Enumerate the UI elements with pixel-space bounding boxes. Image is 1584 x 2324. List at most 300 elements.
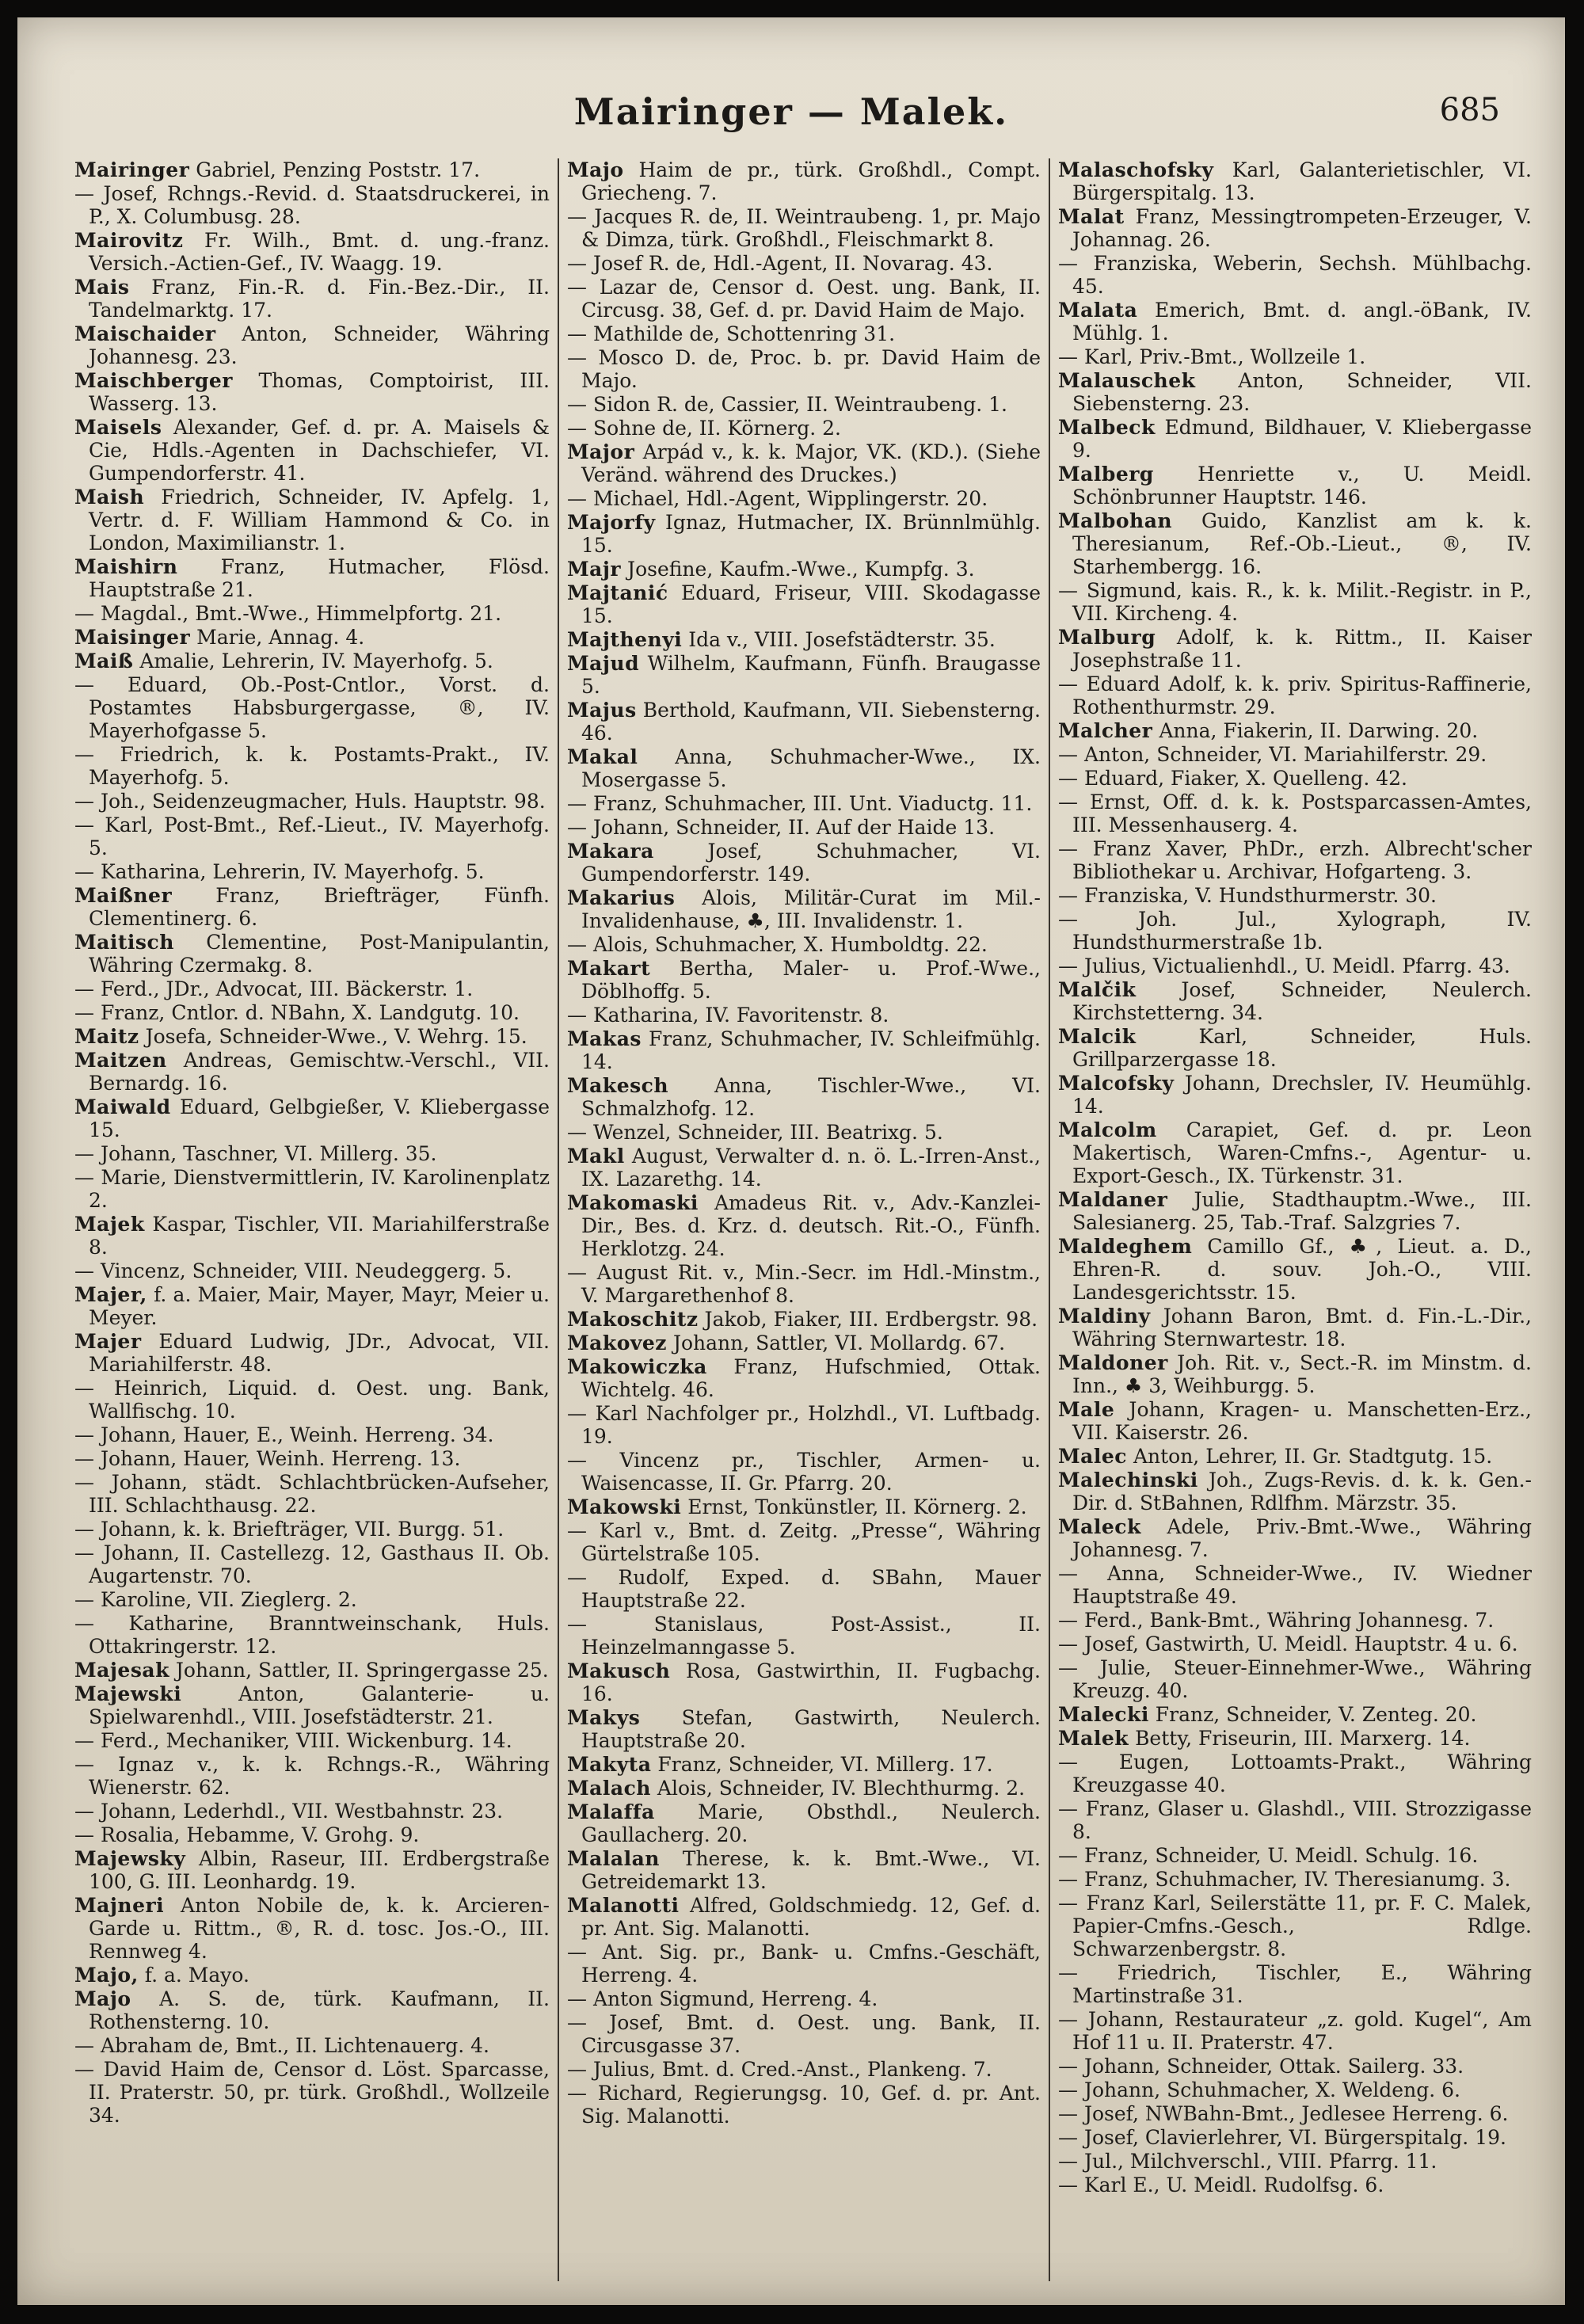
directory-entry xyxy=(567,652,1041,698)
column-3 xyxy=(1049,158,1540,2281)
entry-details: Franz, Schneider, V. Zenteg. 20. xyxy=(1155,1703,1477,1726)
directory-entry xyxy=(1058,1656,1532,1702)
page-header xyxy=(17,90,1565,146)
directory-entry xyxy=(1058,1703,1532,1726)
entry-details: Fr. Wilh., Bmt. d. ung.-franz. Versich.-Actien-Gef., IV. Waagg. 19. xyxy=(89,229,550,275)
page-number: 685 xyxy=(1439,92,1500,128)
entry-details: Eduard, Gelbgießer, V. Kliebergasse 15. xyxy=(89,1095,550,1141)
entry-details: Anton, Galanterie- u. Spielwarenhdl., VIII. Josefstädterstr. 21. xyxy=(89,1682,550,1728)
entry-details: — Ferd., Mechaniker, VIII. Wickenburg. 14. xyxy=(74,1729,512,1752)
entry-surname: Maldeghem xyxy=(1058,1235,1193,1258)
entry-surname: Maldiny xyxy=(1058,1305,1151,1328)
entry-details: — Stanislaus, Post-Assist., II. Heinzelmanngasse 5. xyxy=(567,1613,1041,1659)
entry-surname: Malalan xyxy=(567,1847,660,1870)
directory-entry xyxy=(1058,1235,1532,1304)
directory-entry xyxy=(567,511,1041,557)
directory-entry xyxy=(74,1213,550,1259)
directory-entry xyxy=(1058,2102,1532,2125)
entry-details: — Sigmund, kais. R., k. k. Milit.-Registr. in P., VII. Kircheng. 4. xyxy=(1058,579,1532,625)
entry-details: — Franz, Cntlor. d. NBahn, X. Landgutg. 10. xyxy=(74,1001,520,1024)
entry-details: August, Verwalter d. n. ö. L.-Irren-Anst., IX. Lazarethg. 14. xyxy=(581,1145,1041,1191)
entry-surname: Malauschek xyxy=(1058,369,1196,392)
entry-details: — Wenzel, Schneider, III. Beatrixg. 5. xyxy=(567,1121,943,1144)
entry-surname: Maleck xyxy=(1058,1515,1141,1538)
directory-entry xyxy=(74,1259,550,1282)
entry-details: Adele, Priv.-Bmt.-Wwe., Währing Johannesg. 7. xyxy=(1072,1515,1532,1561)
entry-details: Kaspar, Tischler, VII. Mariahilferstraße 8. xyxy=(89,1213,550,1259)
entry-details: — Johann, Lederhdl., VII. Westbahnstr. 23. xyxy=(74,1800,504,1823)
entry-details: Joh., Zugs-Revis. d. k. k. Gen.-Dir. d. StBahnen, Rdlfhm. Märzstr. 35. xyxy=(1072,1469,1532,1514)
entry-details: — Katharina, IV. Favoritenstr. 8. xyxy=(567,1004,889,1027)
directory-entry xyxy=(74,182,550,228)
directory-entry xyxy=(74,602,550,625)
directory-entry xyxy=(567,1706,1041,1752)
directory-entry xyxy=(1058,1727,1532,1750)
entry-details: — Jacques R. de, II. Weintraubeng. 1, pr. Majo & Dimza, türk. Großhdl., Fleischmarkt 8. xyxy=(567,205,1041,251)
entry-details: Edmund, Bildhauer, V. Kliebergasse 9. xyxy=(1072,416,1533,462)
entry-surname: Makowiczka xyxy=(567,1355,707,1378)
directory-entry xyxy=(74,1800,550,1823)
directory-entry xyxy=(567,1613,1041,1659)
directory-entry xyxy=(567,276,1041,322)
entry-details: — Franz, Schuhmacher, IV. Theresianumg. 3. xyxy=(1058,1868,1511,1891)
directory-entry xyxy=(567,2058,1041,2081)
entry-details: — Franziska, Weberin, Sechsh. Mühlbachg. 45. xyxy=(1058,252,1532,298)
directory-entry xyxy=(1058,1305,1532,1351)
entry-details: Therese, k. k. Bmt.-Wwe., VI. Getreidemarkt 13. xyxy=(581,1847,1041,1893)
entry-details: Henriette v., U. Meidl. Schönbrunner Hauptstr. 146. xyxy=(1072,463,1532,509)
entry-details: — Anton, Schneider, VI. Mariahilferstr. 29. xyxy=(1058,743,1487,766)
directory-entry xyxy=(74,860,550,883)
directory-entry xyxy=(1058,743,1532,766)
directory-entry xyxy=(74,1025,550,1048)
directory-entry xyxy=(1058,2174,1532,2196)
directory-entry xyxy=(567,1308,1041,1331)
directory-entry xyxy=(567,1121,1041,1144)
directory-entry xyxy=(1058,626,1532,672)
entry-details: — Karl v., Bmt. d. Zeitg. „Presse“, Währing Gürtelstraße 105. xyxy=(567,1519,1041,1565)
directory-entry xyxy=(567,1753,1041,1776)
directory-entry xyxy=(567,1941,1041,1987)
entry-details: — Jul., Milchverschl., VIII. Pfarrg. 11. xyxy=(1058,2150,1437,2173)
directory-entry xyxy=(567,1894,1041,1940)
directory-entry xyxy=(74,1377,550,1423)
directory-entry xyxy=(567,1987,1041,2010)
entry-details: Franz, Messingtrompeten-Erzeuger, V. Johannag. 26. xyxy=(1072,205,1532,251)
entry-details: Franz, Hutmacher, Flösd. Hauptstraße 21. xyxy=(89,555,550,601)
directory-entry xyxy=(74,650,550,672)
directory-entry xyxy=(1058,791,1532,836)
entry-details: — Ant. Sig. pr., Bank- u. Cmfns.-Geschäft, Herreng. 4. xyxy=(567,1941,1041,1987)
directory-entry xyxy=(567,1495,1041,1518)
directory-entry xyxy=(74,2058,550,2127)
directory-entry xyxy=(1058,837,1532,883)
entry-details: Julie, Stadthauptm.-Wwe., III. Salesianerg. 25, Tab.-Traf. Salzgries 7. xyxy=(1072,1188,1532,1234)
entry-surname: Majewski xyxy=(74,1682,182,1705)
entry-surname: Makara xyxy=(567,840,654,863)
directory-entry xyxy=(1058,954,1532,977)
entry-details: Anna, Schuhmacher-Wwe., IX. Mosergasse 5. xyxy=(581,745,1041,791)
entry-surname: Maiwald xyxy=(74,1095,171,1118)
directory-entry xyxy=(567,1145,1041,1191)
directory-entry xyxy=(74,1423,550,1446)
directory-entry xyxy=(1058,884,1532,907)
entry-surname: Malaffa xyxy=(567,1800,655,1823)
entry-details: — Richard, Regierungsg. 10, Gef. d. pr. Ant. Sig. Malanotti. xyxy=(567,2082,1041,2128)
entry-details: — Johann, k. k. Briefträger, VII. Burgg. 51. xyxy=(74,1518,505,1541)
directory-entry xyxy=(567,205,1041,251)
entry-details: — Karl, Post-Bmt., Ref.-Lieut., IV. Mayerhofg. 5. xyxy=(74,813,550,859)
directory-entry xyxy=(74,2034,550,2057)
entry-details: Franz, Briefträger, Fünfh. Clementinerg. 6. xyxy=(89,884,550,930)
entry-details: Ignaz, Hutmacher, IX. Brünnlmühlg. 15. xyxy=(581,511,1041,557)
entry-surname: Makarius xyxy=(567,886,676,909)
entry-details: — Marie, Dienstvermittlerin, IV. Karolinenplatz 2. xyxy=(74,1166,550,1212)
entry-details: — Franz Xaver, PhDr., erzh. Albrecht'scher Bibliothekar u. Archivar, Hofgarteng. 3. xyxy=(1058,837,1532,883)
entry-details: — Mosco D. de, Proc. b. pr. David Haim de Majo. xyxy=(567,346,1041,392)
column-1 xyxy=(67,158,558,2281)
entry-details: — Alois, Schuhmacher, X. Humboldtg. 22. xyxy=(567,933,988,956)
entry-details: Alfred, Goldschmiedg. 12, Gef. d. pr. Ant. Sig. Malanotti. xyxy=(581,1894,1041,1940)
entry-surname: Makal xyxy=(567,745,638,768)
directory-entry xyxy=(567,322,1041,345)
entry-surname: Malcofsky xyxy=(1058,1072,1175,1095)
directory-entry xyxy=(1058,579,1532,625)
directory-entry xyxy=(74,1330,550,1376)
directory-entry xyxy=(567,440,1041,486)
entry-surname: Maisinger xyxy=(74,626,191,649)
directory-entry xyxy=(567,158,1041,204)
entry-details: — August Rit. v., Min.-Secr. im Hdl.-Minstm., V. Margarethenhof 8. xyxy=(567,1261,1041,1307)
directory-entry xyxy=(74,1659,550,1682)
entry-surname: Malburg xyxy=(1058,626,1156,649)
directory-entry xyxy=(1058,1751,1532,1796)
entry-details: A. S. de, türk. Kaufmann, II. Rothensterng. 10. xyxy=(89,1987,550,2033)
directory-entry xyxy=(1058,1398,1532,1444)
entry-surname: Maish xyxy=(74,486,145,509)
directory-entry xyxy=(1058,509,1532,578)
directory-entry xyxy=(74,369,550,415)
directory-entry xyxy=(74,790,550,813)
entry-details: f. a. Mayo. xyxy=(144,1964,249,1987)
directory-entry xyxy=(567,886,1041,932)
entry-surname: Malek xyxy=(1058,1727,1129,1750)
entry-details: Eduard Ludwig, JDr., Advocat, VII. Mariahilferstr. 48. xyxy=(89,1330,550,1376)
directory-entry xyxy=(1058,1609,1532,1632)
entry-details: Albin, Raseur, III. Erdbergstraße 100, G. III. Leonhardg. 19. xyxy=(89,1847,550,1893)
entry-details: Marie, Annag. 4. xyxy=(196,626,365,649)
directory-entry xyxy=(74,1612,550,1658)
entry-details: — Johann, Schneider, Ottak. Sailerg. 33. xyxy=(1058,2055,1464,2078)
entry-details: — Vincenz, Schneider, VIII. Neudeggerg. 5. xyxy=(74,1259,512,1282)
entry-details: Berthold, Kaufmann, VII. Siebensterng. 46. xyxy=(581,699,1041,745)
entry-surname: Makys xyxy=(567,1706,641,1729)
directory-entry xyxy=(1058,345,1532,368)
entry-details: Franz, Hufschmied, Ottak. Wichtelg. 46. xyxy=(581,1355,1041,1401)
directory-entry xyxy=(1058,978,1532,1024)
entry-surname: Malat xyxy=(1058,205,1125,228)
entry-details: f. a. Maier, Mair, Mayer, Mayr, Meier u. Meyer. xyxy=(89,1283,550,1329)
directory-entry xyxy=(74,743,550,789)
entry-details: Franz, Fin.-R. d. Fin.-Bez.-Dir., II. Tandelmarktg. 17. xyxy=(89,276,550,322)
entry-details: Jakob, Fiaker, III. Erdbergstr. 98. xyxy=(704,1308,1038,1331)
entry-details: Clementine, Post-Manipulantin, Währing Czermakg. 8. xyxy=(89,931,550,977)
entry-surname: Maiß xyxy=(74,650,134,672)
directory-entry xyxy=(1058,2126,1532,2149)
entry-surname: Malcolm xyxy=(1058,1118,1157,1141)
entry-details: — Karl E., U. Meidl. Rudolfsg. 6. xyxy=(1058,2174,1384,2196)
directory-entry xyxy=(74,977,550,1000)
entry-details: — Julius, Victualienhdl., U. Meidl. Pfarrg. 43. xyxy=(1058,954,1510,977)
directory-entry xyxy=(74,158,550,181)
directory-entry xyxy=(567,1519,1041,1565)
entry-details: Johann, Sattler, VI. Mollardg. 67. xyxy=(672,1332,1006,1354)
directory-entry xyxy=(1058,463,1532,509)
entry-details: Karl, Galanterietischler, VI. Bürgerspitalg. 13. xyxy=(1072,158,1532,204)
directory-entry xyxy=(567,1027,1041,1073)
directory-entry xyxy=(74,416,550,485)
entry-details: — Josef, Bmt. d. Oest. ung. Bank, II. Circusgasse 37. xyxy=(567,2011,1041,2057)
directory-entry xyxy=(74,229,550,275)
entry-details: Marie, Obsthdl., Neulerch. Gaullacherg. 20. xyxy=(581,1800,1041,1846)
entry-details: Josef, Schneider, Neulerch. Kirchstetterng. 34. xyxy=(1072,978,1532,1024)
entry-surname: Maischberger xyxy=(74,369,233,392)
entry-details: — Sohne de, II. Körnerg. 2. xyxy=(567,417,842,440)
entry-details: Betty, Friseurin, III. Marxerg. 14. xyxy=(1135,1727,1471,1750)
directory-entry xyxy=(74,486,550,554)
directory-page xyxy=(17,17,1565,2305)
entry-details: Johann Baron, Bmt. d. Fin.-L.-Dir., Währing Sternwartestr. 18. xyxy=(1072,1305,1532,1351)
directory-entry xyxy=(74,1753,550,1799)
entry-details: Friedrich, Schneider, IV. Apfelg. 1, Vertr. d. F. William Hammond & Co. in London, Maximilianstr. 1. xyxy=(89,486,550,554)
directory-entry xyxy=(567,393,1041,416)
entry-details: Eduard, Friseur, VIII. Skodagasse 15. xyxy=(581,581,1041,627)
entry-surname: Malaschofsky xyxy=(1058,158,1214,181)
directory-entry xyxy=(567,1659,1041,1705)
directory-entry xyxy=(567,1449,1041,1495)
directory-entry xyxy=(567,1332,1041,1354)
directory-entry xyxy=(567,2082,1041,2128)
entry-details: Guido, Kanzlist am k. k. Theresianum, Ref.-Ob.-Lieut., ®, IV. Starhembergg. 16. xyxy=(1072,509,1532,578)
directory-entry xyxy=(567,957,1041,1003)
entry-details: — Eduard, Fiaker, X. Quelleng. 42. xyxy=(1058,767,1407,790)
directory-entry xyxy=(567,2011,1041,2057)
entry-surname: Makoschitz xyxy=(567,1308,699,1331)
directory-entry xyxy=(1058,1351,1532,1397)
entry-details: — Johann, Taschner, VI. Millerg. 35. xyxy=(74,1142,437,1165)
entry-details: Anton, Schneider, Währing Johannesg. 23. xyxy=(89,322,550,368)
directory-entry xyxy=(74,276,550,322)
entry-details: — Rosalia, Hebamme, V. Grohg. 9. xyxy=(74,1823,420,1846)
entry-surname: Makl xyxy=(567,1145,625,1168)
entry-details: — Josef, Gastwirth, U. Meidl. Hauptstr. 4 u. 6. xyxy=(1058,1633,1518,1655)
entry-details: — Karl, Priv.-Bmt., Wollzeile 1. xyxy=(1058,345,1366,368)
entry-details: Thomas, Comptoirist, III. Wasserg. 13. xyxy=(89,369,550,415)
entry-details: Johann, Kragen- u. Manschetten-Erz., VII. Kaiserstr. 26. xyxy=(1072,1398,1532,1444)
entry-details: — David Haim de, Censor d. Löst. Sparcasse, II. Praterstr. 50, pr. türk. Großhdl., Wollzeile 34. xyxy=(74,2058,550,2127)
entry-details: — Ignaz v., k. k. Rchngs.-R., Währing Wienerstr. 62. xyxy=(74,1753,550,1799)
directory-entry xyxy=(1058,2055,1532,2078)
entry-surname: Malbeck xyxy=(1058,416,1156,439)
entry-details: — Anna, Schneider-Wwe., IV. Wiedner Hauptstraße 49. xyxy=(1058,1562,1532,1608)
entry-details: Andreas, Gemischtw.-Verschl., VII. Bernardg. 16. xyxy=(89,1049,550,1095)
entry-surname: Majthenyi xyxy=(567,628,683,651)
entry-surname: Maisels xyxy=(74,416,162,439)
directory-entry xyxy=(74,1471,550,1517)
entry-details: Ida v., VIII. Josefstädterstr. 35. xyxy=(688,628,996,651)
directory-entry xyxy=(567,581,1041,627)
directory-entry xyxy=(567,1402,1041,1448)
entry-surname: Makyta xyxy=(567,1753,652,1776)
entry-surname: Malberg xyxy=(1058,463,1154,486)
entry-surname: Malata xyxy=(1058,299,1138,322)
entry-surname: Maischaider xyxy=(74,322,216,345)
entry-details: Wilhelm, Kaufmann, Fünfh. Braugasse 5. xyxy=(581,652,1041,698)
entry-details: — Josef, Clavierlehrer, VI. Bürgerspitalg. 19. xyxy=(1058,2126,1506,2149)
entry-details: Rosa, Gastwirthin, II. Fugbachg. 16. xyxy=(581,1659,1041,1705)
directory-entry xyxy=(74,1987,550,2033)
entry-surname: Maitz xyxy=(74,1025,139,1048)
entry-details: Ernst, Tonkünstler, II. Körnerg. 2. xyxy=(687,1495,1027,1518)
entry-details: — Johann, Schuhmacher, X. Weldeng. 6. xyxy=(1058,2078,1460,2101)
directory-entry xyxy=(74,813,550,859)
entry-details: — Karl Nachfolger pr., Holzhdl., VI. Luftbadg. 19. xyxy=(567,1402,1041,1448)
directory-entry xyxy=(1058,1025,1532,1071)
entry-surname: Makart xyxy=(567,957,651,980)
entry-details: — Rudolf, Exped. d. SBahn, Mauer Hauptstraße 22. xyxy=(567,1566,1041,1612)
entry-details: Alois, Militär-Curat im Mil.-Invalidenhause, ♣, III. Invalidenstr. 1. xyxy=(581,886,1041,932)
directory-entry xyxy=(567,558,1041,581)
entry-surname: Makowski xyxy=(567,1495,682,1518)
directory-entry xyxy=(74,1001,550,1024)
entry-details: Arpád v., k. k. Major, VK. (KD.). (Siehe Veränd. während des Druckes.) xyxy=(581,440,1041,486)
entry-details: — Michael, Hdl.-Agent, Wipplingerstr. 20. xyxy=(567,487,988,510)
entry-details: — Joh., Seidenzeugmacher, Huls. Hauptstr. 98. xyxy=(74,790,546,813)
directory-entry xyxy=(74,1095,550,1141)
entry-details: Josefa, Schneider-Wwe., V. Wehrg. 15. xyxy=(145,1025,527,1048)
directory-entry xyxy=(567,628,1041,651)
entry-surname: Maißner xyxy=(74,884,173,907)
entry-details: — Ernst, Off. d. k. k. Postsparcassen-Amtes, III. Messenhauserg. 4. xyxy=(1058,791,1532,836)
entry-details: Johann, Sattler, II. Springergasse 25. xyxy=(175,1659,549,1682)
entry-details: Adolf, k. k. Rittm., II. Kaiser Josephstraße 11. xyxy=(1072,626,1532,672)
entry-details: Josefine, Kaufm.-Wwe., Kumpfg. 3. xyxy=(627,558,975,581)
entry-details: Bertha, Maler- u. Prof.-Wwe., Döblhoffg. 5. xyxy=(581,957,1041,1003)
directory-entry xyxy=(1058,1633,1532,1655)
entry-surname: Malanotti xyxy=(567,1894,680,1917)
entry-surname: Majo xyxy=(74,1987,131,2010)
entry-details: — Josef R. de, Hdl.-Agent, II. Novarag. 43. xyxy=(567,252,993,275)
entry-details: Amalie, Lehrerin, IV. Mayerhofg. 5. xyxy=(139,650,493,672)
directory-entry xyxy=(567,346,1041,392)
entry-details: Alexander, Gef. d. pr. A. Maisels & Cie, Hdls.-Agenten in Dachschiefer, VI. Gumpendorferstr. 41. xyxy=(89,416,550,485)
entry-details: — Johann, Restaurateur „z. gold. Kugel“, Am Hof 11 u. II. Praterstr. 47. xyxy=(1058,2008,1532,2054)
directory-columns xyxy=(67,158,1540,2281)
directory-entry xyxy=(74,1283,550,1329)
entry-surname: Majer, xyxy=(74,1283,147,1306)
entry-details: Haim de pr., türk. Großhdl., Compt. Griecheng. 7. xyxy=(581,158,1041,204)
entry-details: — Julius, Bmt. d. Cred.-Anst., Plankeng. 7. xyxy=(567,2058,992,2081)
directory-entry xyxy=(567,816,1041,839)
entry-details: Amadeus Rit. v., Adv.-Kanzlei-Dir., Bes. d. Krz. d. deutsch. Rit.-O., Fünfh. Herklotzg. 24. xyxy=(581,1191,1041,1260)
directory-entry xyxy=(1058,2150,1532,2173)
entry-surname: Malec xyxy=(1058,1445,1127,1468)
entry-surname: Male xyxy=(1058,1398,1115,1421)
entry-details: Johann, Drechsler, IV. Heumühlg. 14. xyxy=(1072,1072,1532,1118)
directory-entry xyxy=(1058,252,1532,298)
directory-entry xyxy=(567,699,1041,745)
entry-surname: Maitzen xyxy=(74,1049,167,1072)
entry-details: — Franz, Schuhmacher, III. Unt. Viaductg. 11. xyxy=(567,792,1033,815)
directory-entry xyxy=(1058,1118,1532,1187)
entry-details: — Mathilde de, Schottenring 31. xyxy=(567,322,896,345)
entry-surname: Majo, xyxy=(74,1964,139,1987)
entry-details: — Karoline, VII. Zieglerg. 2. xyxy=(74,1588,357,1611)
directory-entry xyxy=(1058,1844,1532,1867)
entry-surname: Majorfy xyxy=(567,511,656,534)
entry-surname: Majo xyxy=(567,158,624,181)
entry-details: — Eduard Adolf, k. k. priv. Spiritus-Raffinerie, Rothenthurmstr. 29. xyxy=(1058,672,1532,718)
entry-surname: Makesch xyxy=(567,1074,669,1097)
directory-entry xyxy=(74,1518,550,1541)
directory-entry xyxy=(74,1847,550,1893)
directory-entry xyxy=(1058,369,1532,415)
entry-details: — Josef, Rchngs.-Revid. d. Staatsdruckerei, in P., X. Columbusg. 28. xyxy=(74,182,550,228)
entry-details: — Johann, II. Castellezg. 12, Gasthaus II. Ob. Augartenstr. 70. xyxy=(74,1541,550,1587)
entry-details: — Johann, Hauer, E., Weinh. Herreng. 34. xyxy=(74,1423,494,1446)
directory-entry xyxy=(1058,1515,1532,1561)
directory-entry xyxy=(74,1823,550,1846)
entry-details: Anton, Lehrer, II. Gr. Stadtgutg. 15. xyxy=(1133,1445,1493,1468)
entry-surname: Majer xyxy=(74,1330,142,1353)
directory-entry xyxy=(567,1004,1041,1027)
entry-surname: Makovez xyxy=(567,1332,667,1354)
directory-entry xyxy=(567,1777,1041,1800)
directory-entry xyxy=(1058,1188,1532,1234)
entry-details: Anton Nobile de, k. k. Arcieren-Garde u. Rittm., ®, R. d. tosc. Jos.-O., III. Rennweg 4. xyxy=(89,1894,550,1963)
entry-surname: Mairinger xyxy=(74,158,190,181)
directory-entry xyxy=(567,1800,1041,1846)
entry-surname: Majr xyxy=(567,558,622,581)
directory-entry xyxy=(567,792,1041,815)
directory-entry xyxy=(74,1541,550,1587)
entry-details: — Magdal., Bmt.-Wwe., Himmelpfortg. 21. xyxy=(74,602,502,625)
directory-entry xyxy=(567,1566,1041,1612)
entry-details: Joh. Rit. v., Sect.-R. im Minstm. d. Inn., ♣ 3, Weihburgg. 5. xyxy=(1072,1351,1532,1397)
directory-entry xyxy=(567,417,1041,440)
directory-entry xyxy=(1058,1797,1532,1843)
page-title: Mairinger — Malek. xyxy=(573,90,1009,133)
directory-entry xyxy=(1058,908,1532,954)
entry-details: Gabriel, Penzing Poststr. 17. xyxy=(196,158,481,181)
entry-surname: Malecki xyxy=(1058,1703,1149,1726)
entry-details: Josef, Schuhmacher, VI. Gumpendorferstr. 149. xyxy=(581,840,1041,886)
entry-details: Franz, Schuhmacher, IV. Schleifmühlg. 14. xyxy=(581,1027,1041,1073)
entry-surname: Malcik xyxy=(1058,1025,1137,1048)
entry-details: — Eduard, Ob.-Post-Cntlor., Vorst. d. Postamtes Habsburgergasse, ®, IV. Mayerhofgasse 5. xyxy=(74,673,550,742)
entry-surname: Maitisch xyxy=(74,931,174,954)
entry-surname: Mais xyxy=(74,276,130,299)
entry-surname: Majek xyxy=(74,1213,145,1236)
directory-entry xyxy=(1058,2078,1532,2101)
entry-details: Carapiet, Gef. d. pr. Leon Makertisch, Waren-Cmfns.-, Agentur- u. Export-Gesch., IX. Türkenstr. 31. xyxy=(1072,1118,1532,1187)
directory-entry xyxy=(567,487,1041,510)
entry-details: — Lazar de, Censor d. Oest. ung. Bank, II. Circusg. 38, Gef. d. pr. David Haim de Majo. xyxy=(567,276,1041,322)
directory-entry xyxy=(74,1166,550,1212)
directory-entry xyxy=(74,555,550,601)
directory-entry xyxy=(74,322,550,368)
entry-details: — Johann, Schneider, II. Auf der Haide 13. xyxy=(567,816,996,839)
